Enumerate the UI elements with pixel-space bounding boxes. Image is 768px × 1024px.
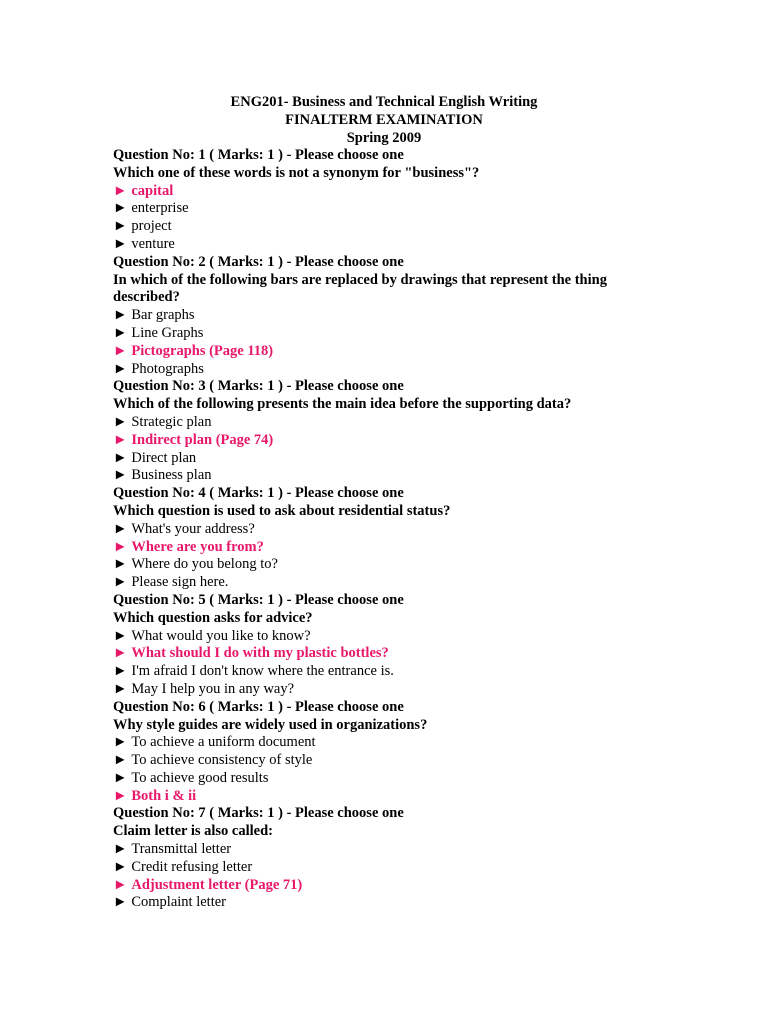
answer-option-label: Line Graphs <box>131 324 204 341</box>
bullet-arrow-icon: ► <box>113 894 128 911</box>
answer-option <box>113 236 653 254</box>
answer-option-label: May I help you in any way? <box>131 680 295 697</box>
answer-option <box>113 663 653 681</box>
answer-option-correct <box>113 645 653 663</box>
answer-option <box>113 307 653 325</box>
bullet-arrow-icon: ► <box>113 200 128 217</box>
answer-option-label: Where are you from? <box>131 538 264 555</box>
exam-header <box>0 93 768 147</box>
answer-option <box>113 414 653 432</box>
bullet-arrow-icon: ► <box>113 307 128 324</box>
question-text: Which question is used to ask about residential status? <box>113 502 451 519</box>
bullet-arrow-icon: ► <box>113 360 128 377</box>
question-block <box>113 592 653 699</box>
question-list <box>113 147 653 912</box>
answer-option <box>113 521 653 539</box>
bullet-arrow-icon: ► <box>113 324 128 341</box>
answer-option-label: Credit refusing letter <box>131 858 253 875</box>
answer-option <box>113 859 653 877</box>
answer-option <box>113 325 653 343</box>
answer-option <box>113 841 653 859</box>
exam-page <box>113 93 653 912</box>
answer-option <box>113 574 653 592</box>
answer-option <box>113 681 653 699</box>
answer-option-label: Direct plan <box>131 449 197 466</box>
answer-option-correct <box>113 539 653 557</box>
answer-option-label: Pictographs (Page 118) <box>131 342 274 359</box>
question-text: Which one of these words is not a synonym for "business"? <box>113 164 480 181</box>
answer-option-label: To achieve good results <box>131 769 269 786</box>
answer-option-label: What should I do with my plastic bottles? <box>131 645 389 662</box>
bullet-arrow-icon: ► <box>113 858 128 875</box>
answer-option-label: project <box>131 218 172 235</box>
question-block <box>113 805 653 912</box>
question-text: Which of the following presents the main idea before the supporting data? <box>113 396 572 413</box>
question-heading: Question No: 6 ( Marks: 1 ) - Please choose one <box>113 698 404 715</box>
answer-option <box>113 200 653 218</box>
bullet-arrow-icon: ► <box>113 734 128 751</box>
answer-option-label: Both i & ii <box>131 787 197 804</box>
question-heading: Question No: 1 ( Marks: 1 ) - Please choose one <box>113 147 404 163</box>
answer-option-label: What's your address? <box>131 520 255 537</box>
answer-option <box>113 894 653 912</box>
bullet-arrow-icon: ► <box>113 663 128 680</box>
answer-option-correct <box>113 183 653 201</box>
answer-option-label: capital <box>131 182 174 199</box>
answer-option-label: Business plan <box>131 467 212 484</box>
answer-option-label: Please sign here. <box>131 574 229 591</box>
answer-option <box>113 450 653 468</box>
bullet-arrow-icon: ► <box>113 680 128 697</box>
bullet-arrow-icon: ► <box>113 413 128 430</box>
exam-term: Spring 2009 <box>346 130 422 146</box>
question-block <box>113 254 653 379</box>
answer-option-label: Photographs <box>131 360 204 377</box>
bullet-arrow-icon: ► <box>113 769 128 786</box>
bullet-arrow-icon: ► <box>113 538 128 555</box>
bullet-arrow-icon: ► <box>113 218 128 235</box>
bullet-arrow-icon: ► <box>113 520 128 537</box>
bullet-arrow-icon: ► <box>113 235 128 252</box>
answer-option-label: Indirect plan (Page 74) <box>131 431 274 448</box>
bullet-arrow-icon: ► <box>113 449 128 466</box>
answer-option-correct <box>113 877 653 895</box>
question-block <box>113 699 653 806</box>
bullet-arrow-icon: ► <box>113 752 128 769</box>
bullet-arrow-icon: ► <box>113 627 128 644</box>
answer-option-label: What would you like to know? <box>131 627 311 644</box>
bullet-arrow-icon: ► <box>113 876 128 893</box>
question-block <box>113 147 653 254</box>
bullet-arrow-icon: ► <box>113 342 128 359</box>
bullet-arrow-icon: ► <box>113 645 128 662</box>
bullet-arrow-icon: ► <box>113 841 128 858</box>
question-text: Claim letter is also called: <box>113 823 274 840</box>
answer-option <box>113 218 653 236</box>
bullet-arrow-icon: ► <box>113 467 128 484</box>
answer-option <box>113 628 653 646</box>
answer-option <box>113 770 653 788</box>
question-heading: Question No: 3 ( Marks: 1 ) - Please choose one <box>113 378 404 395</box>
question-text: Why style guides are widely used in organizations? <box>113 716 428 733</box>
course-title: ENG201- Business and Technical English Writing <box>230 94 538 110</box>
exam-title: FINALTERM EXAMINATION <box>285 112 483 128</box>
answer-option-label: venture <box>131 235 175 252</box>
answer-option-label: Adjustment letter (Page 71) <box>131 876 303 893</box>
answer-option <box>113 467 653 485</box>
bullet-arrow-icon: ► <box>113 182 128 199</box>
answer-option <box>113 752 653 770</box>
answer-option <box>113 361 653 379</box>
bullet-arrow-icon: ► <box>113 431 128 448</box>
answer-option-correct <box>113 788 653 806</box>
answer-option-label: To achieve consistency of style <box>131 752 313 769</box>
answer-option-correct <box>113 432 653 450</box>
answer-option-label: To achieve a uniform document <box>131 734 316 751</box>
answer-option-label: I'm afraid I don't know where the entrance is. <box>131 663 394 680</box>
question-heading: Question No: 7 ( Marks: 1 ) - Please choose one <box>113 805 404 822</box>
question-heading: Question No: 5 ( Marks: 1 ) - Please choose one <box>113 591 404 608</box>
question-block <box>113 485 653 592</box>
bullet-arrow-icon: ► <box>113 556 128 573</box>
answer-option-label: Where do you belong to? <box>131 556 278 573</box>
answer-option <box>113 556 653 574</box>
answer-option-label: Transmittal letter <box>131 841 232 858</box>
question-text: Which question asks for advice? <box>113 609 313 626</box>
answer-option <box>113 734 653 752</box>
answer-option-label: enterprise <box>131 200 189 217</box>
bullet-arrow-icon: ► <box>113 574 128 591</box>
answer-option-label: Complaint letter <box>131 894 226 911</box>
bullet-arrow-icon: ► <box>113 787 128 804</box>
answer-option-correct <box>113 343 653 361</box>
question-text: In which of the following bars are replaced by drawings that represent the thing described? <box>113 271 607 306</box>
answer-option-label: Strategic plan <box>131 413 212 430</box>
answer-option-label: Bar graphs <box>131 307 195 324</box>
question-block <box>113 378 653 485</box>
question-heading: Question No: 4 ( Marks: 1 ) - Please choose one <box>113 485 404 502</box>
question-heading: Question No: 2 ( Marks: 1 ) - Please choose one <box>113 253 404 270</box>
